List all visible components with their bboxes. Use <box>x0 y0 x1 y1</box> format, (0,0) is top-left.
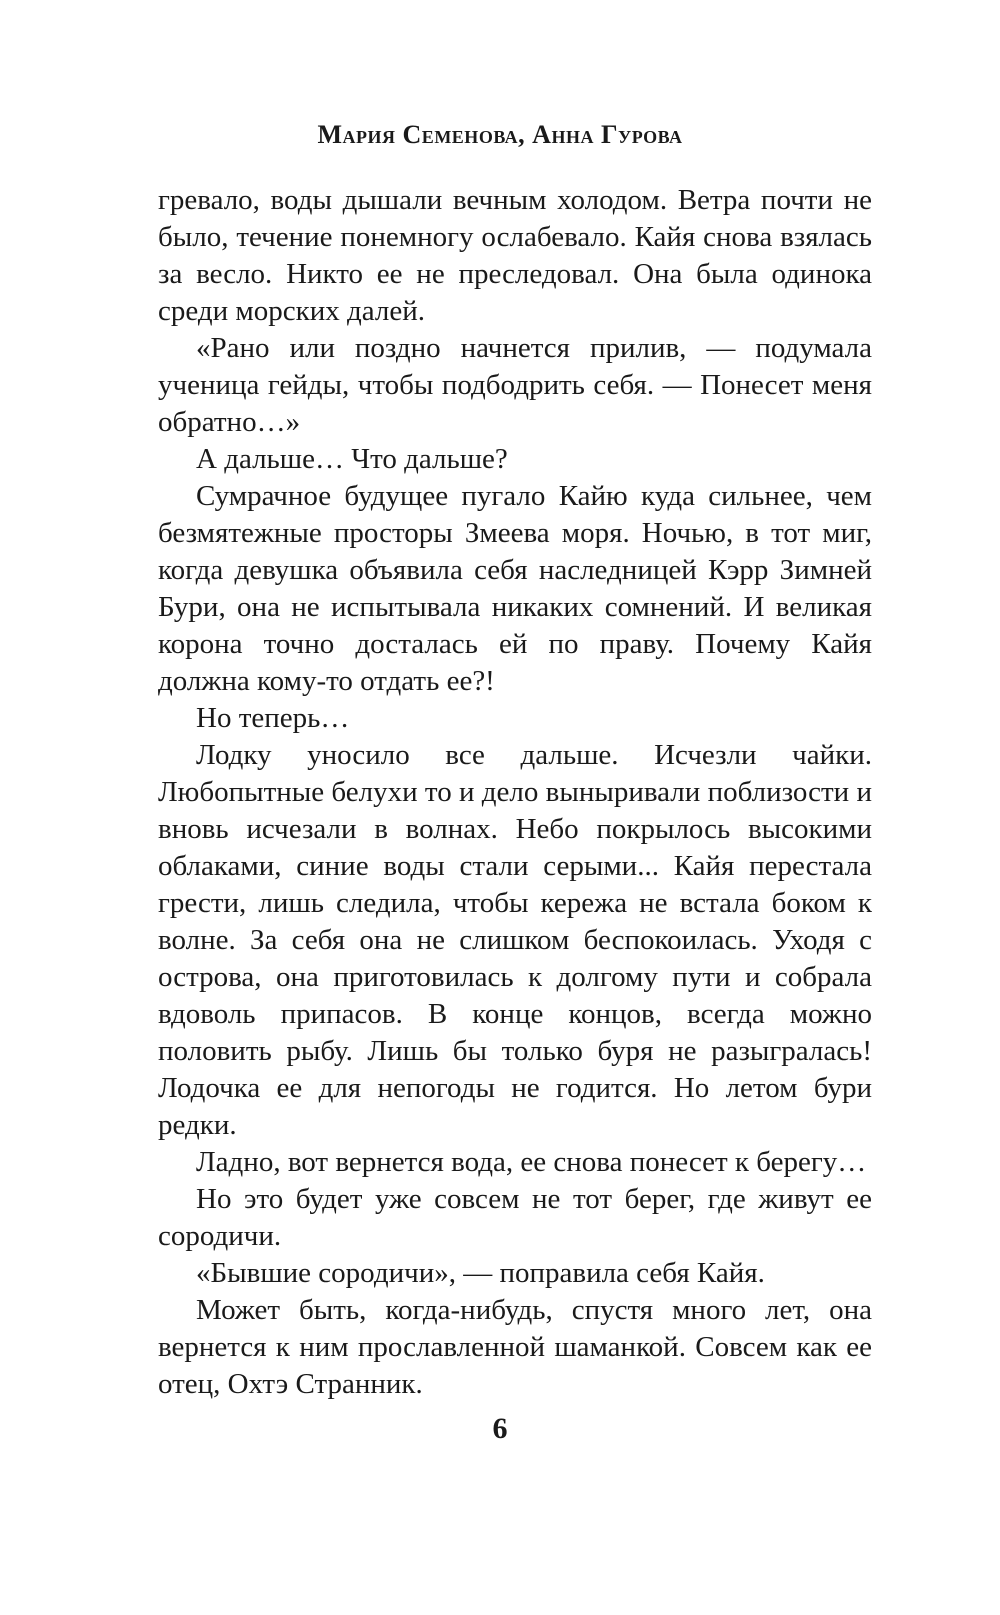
paragraph: А дальше… Что дальше? <box>196 443 508 475</box>
paragraph-continued: гревало, воды дышали вечным холодом. Ветра почти не было, течение понемногу ослабевало. Кайя снова взялась за весло. Никто ее не преследовал. Она была одинока среди морских далей. <box>158 184 872 327</box>
paragraph: Лодку уносило все дальше. Исчезли чайки. Любопытные белухи то и дело выныривали поблизости и вновь исчезали в волнах. Небо покрылось высокими облаками, синие воды стали серыми... Кайя перестала грести, лишь следила, чтобы кережа не встала боком к волне. За себя она не слишком беспокоилась. Уходя с острова, она приготовилась к долгому пути и собрала вдоволь припасов. В конце концов, всегда можно половить рыбу. Лишь бы только буря не разыгралась! Лодочка ее для непогоды не годится. Но летом бури редки. <box>158 739 872 1141</box>
running-header: Мария Семенова, Анна Гурова <box>317 120 683 149</box>
body-text <box>158 182 872 1403</box>
page-number: 6 <box>492 1412 508 1445</box>
paragraph: Сумрачное будущее пугало Кайю куда сильнее, чем безмятежные просторы Змеева моря. Ночью, в тот миг, когда девушка объявила себя наследницей Кэрр Зимней Бури, она не испытывала никаких сомнений. И великая корона точно досталась ей по праву. Почему Кайя должна кому-то отдать ее?! <box>158 480 872 697</box>
paragraph: «Рано или поздно начнется прилив, — подумала ученица гейды, чтобы подбодрить себя. — Понесет меня обратно…» <box>158 332 872 438</box>
paragraph: Ладно, вот вернется вода, ее снова понесет к берегу… <box>196 1146 867 1178</box>
paragraph: Но это будет уже совсем не тот берег, где живут ее сородичи. <box>158 1183 872 1252</box>
paragraph: Но теперь… <box>196 702 350 734</box>
paragraph: Может быть, когда-нибудь, спустя много лет, она вернется к ним прославленной шаманкой. Совсем как ее отец, Охтэ Странник. <box>158 1294 872 1400</box>
paragraph: «Бывшие сородичи», — поправила себя Кайя. <box>196 1257 765 1289</box>
